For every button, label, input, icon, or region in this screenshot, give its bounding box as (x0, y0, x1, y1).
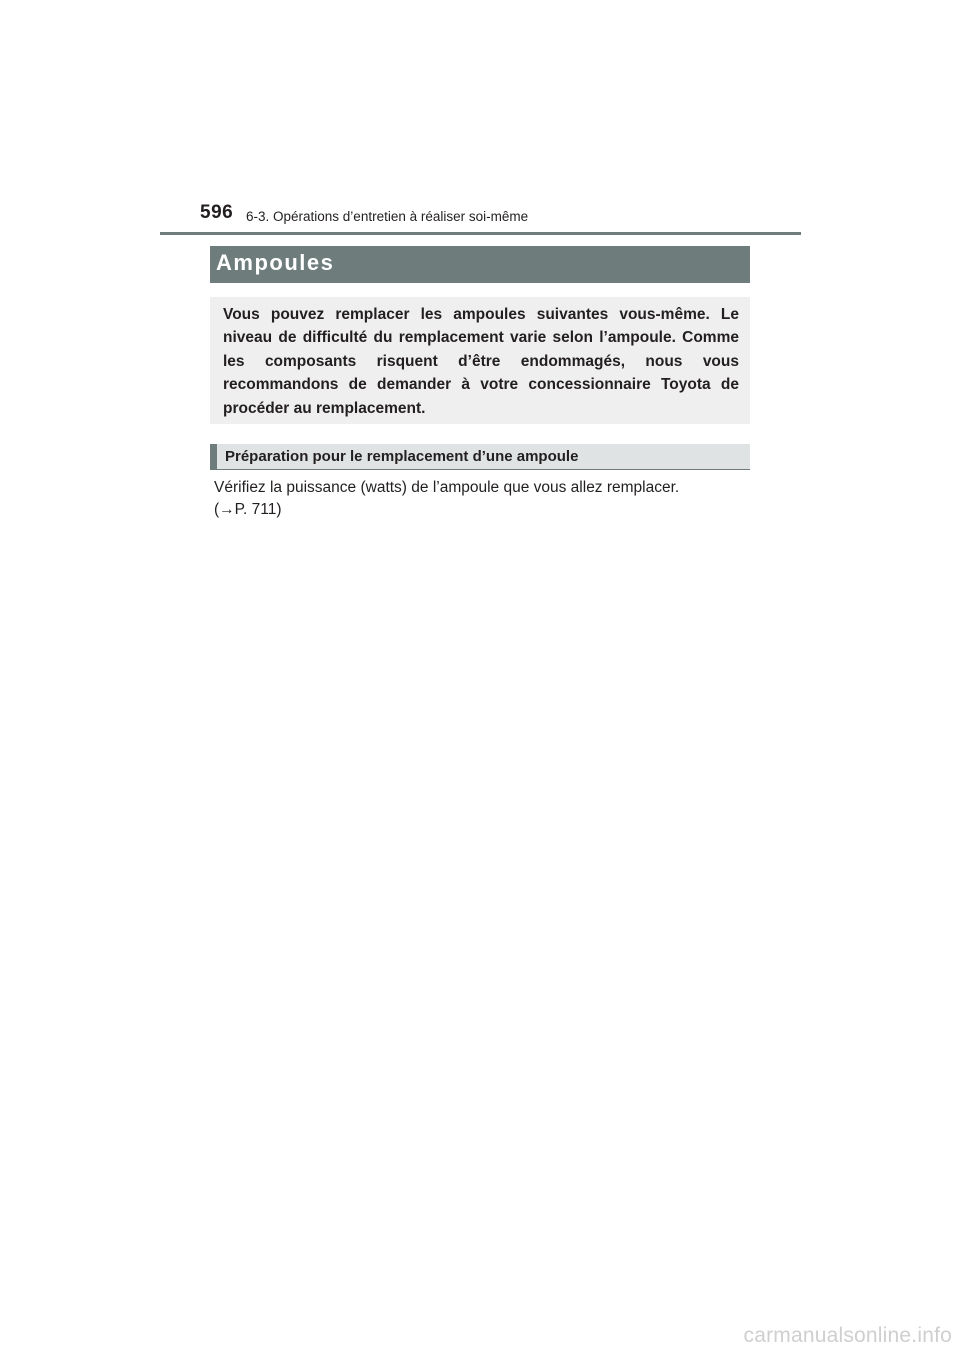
page-number: 596 (200, 202, 234, 223)
header-rule (160, 232, 801, 235)
running-header: 6-3. Opérations d’entretien à réaliser soi-même (246, 209, 529, 224)
watermark: carmanualsonline.info (743, 1324, 952, 1347)
subsection-body (214, 477, 746, 521)
section-title: Ampoules (216, 250, 335, 275)
page-reference[interactable]: (→P. 711) (214, 501, 282, 518)
section-title-bar (210, 246, 750, 283)
subsection-heading-bar (210, 444, 750, 470)
body-sentence: Vérifiez la puissance (watts) de l’ampoule que vous allez remplacer. (214, 479, 680, 496)
intro-text: Vous pouvez remplacer les ampoules suivantes vous-même. Le niveau de difficulté du remplacement varie selon l’ampoule. Comme les composants risquent d’être endommagés, nous vous recommandons de demander à votre concessionnaire Toyota de procéder au remplacement. (223, 306, 739, 417)
intro-box (210, 297, 750, 424)
arrow-right-icon: → (219, 501, 235, 518)
page-reference-text: P. 711 (234, 501, 277, 518)
subsection-heading: Préparation pour le remplacement d’une ampoule (225, 448, 579, 465)
